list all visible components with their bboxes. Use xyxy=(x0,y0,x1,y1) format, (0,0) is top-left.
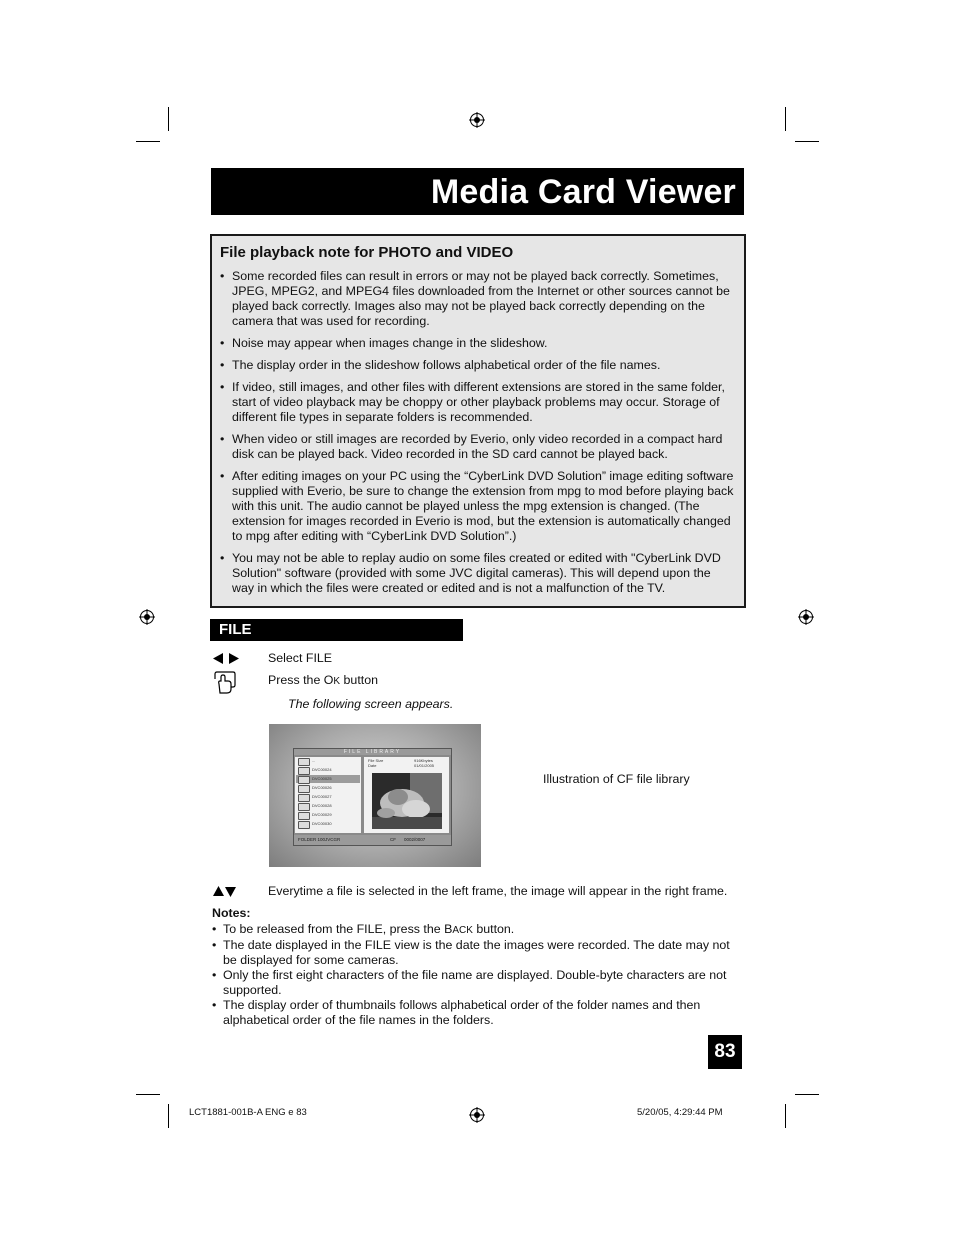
file-section-title: FILE xyxy=(219,621,252,638)
title-bar xyxy=(211,168,744,215)
date-label: Date xyxy=(368,763,377,768)
file-list xyxy=(295,757,361,833)
file-icon xyxy=(298,812,310,820)
file-library-screenshot xyxy=(269,724,481,867)
file-icon xyxy=(298,821,310,829)
file-icon xyxy=(298,776,310,784)
step-press-ok-prefix: Press the O xyxy=(268,673,334,687)
step-press-ok xyxy=(268,673,378,689)
date-value: 01/01/2005 xyxy=(414,763,435,768)
crop-mark xyxy=(136,141,160,142)
file-icon xyxy=(298,785,310,793)
media-type: CF xyxy=(390,837,396,842)
crop-mark xyxy=(168,107,169,131)
page-title: Media Card Viewer xyxy=(430,173,736,211)
crop-mark xyxy=(785,107,786,131)
note-item: • After editing images on your PC using the “CyberLink DVD Solution” image editing software supplied with Everio, be sure to change the extension from mpg to mod before playing back with this unit. The audio cannot be played unless the mpg extension is changed. (The extension for images recorded in Everio is mod, but the extension is automatically changed to mpg after editing with “CyberLink DVD Solution”.) xyxy=(220,469,736,544)
file-library-window xyxy=(293,748,452,846)
crop-mark xyxy=(168,1104,169,1128)
file-counter: 0002/0007 xyxy=(404,837,426,842)
list-item: DVC00026 xyxy=(296,784,360,792)
library-status-bar xyxy=(294,835,451,845)
note-item: • Some recorded files can result in errors or may not be played back correctly. Sometimes, JPEG, MPEG2, and MPEG4 files downloaded from the Internet or other sources cannot be played back correctly. Images also may not be played back correctly depending on the camera that was used for recording. xyxy=(220,269,736,329)
note-item: • The display order in the slideshow follows alphabetical order of the file names. xyxy=(220,358,736,373)
step-press-ok-smallcaps: K xyxy=(333,676,341,687)
up-down-arrows-icon xyxy=(213,886,236,897)
parent-folder-icon xyxy=(298,758,310,766)
folder-name: FOLDER 100JVCGR xyxy=(298,837,341,842)
list-item: DVC00027 xyxy=(296,793,360,801)
notes-heading: Notes: xyxy=(212,906,251,920)
notes-item: • The date displayed in the FILE view is the date the images were recorded. The date may not be displayed for some cameras. xyxy=(212,938,742,968)
crop-mark xyxy=(136,1094,160,1095)
step-note: The following screen appears. xyxy=(288,697,454,711)
notes-item: • Only the first eight characters of the file name are displayed. Double-byte characters are not supported. xyxy=(212,968,742,998)
step-press-ok-suffix: button xyxy=(340,673,378,687)
list-item: DVC00029 xyxy=(296,811,360,819)
list-item-selected: DVC00025 xyxy=(296,775,360,783)
footer-timestamp: 5/20/05, 4:29:44 PM xyxy=(637,1107,723,1118)
list-item: DVC00030 xyxy=(296,820,360,828)
notes-item: • To be released from the FILE, press the BACK button. xyxy=(212,922,742,938)
registration-mark-icon xyxy=(469,1107,485,1123)
file-section-header xyxy=(210,619,463,641)
file-size-label: File Size xyxy=(368,758,384,763)
list-item: DVC00024 xyxy=(296,766,360,774)
file-library-title: FILE LIBRARY xyxy=(294,749,451,755)
notes-item: • The display order of thumbnails follows alphabetical order of the folder names and then alphabetical order of the file names in the folders. xyxy=(212,998,742,1028)
step-select-file: Select FILE xyxy=(268,651,333,665)
note-item: • If video, still images, and other files with different extensions are stored in the same folder, start of video playback may be choppy or other playback problems may occur. Storage of different file types in separate folders is recommended. xyxy=(220,380,736,425)
preview-pane xyxy=(364,757,449,833)
playback-note-box xyxy=(210,234,746,608)
illustration-caption: Illustration of CF file library xyxy=(543,772,690,786)
step-select-description: Everytime a file is selected in the left frame, the image will appear in the right frame. xyxy=(268,884,728,898)
left-right-arrows-icon xyxy=(213,653,239,664)
notes-list xyxy=(212,922,742,1028)
crop-mark xyxy=(795,141,819,142)
photo-preview xyxy=(372,773,442,829)
file-size-value: 916Kbytes xyxy=(414,758,433,763)
note-list xyxy=(220,269,736,603)
registration-mark-icon xyxy=(469,112,485,128)
file-info-labels xyxy=(368,758,383,768)
file-icon xyxy=(298,803,310,811)
note-item: • You may not be able to replay audio on some files created or edited with "CyberLink DVD Solution" software (provided with some JVC digital cameras). This will depend upon the way in which the files were created or edited and is not a malfunction of the TV. xyxy=(220,551,736,596)
crop-mark xyxy=(795,1094,819,1095)
page-number: 83 xyxy=(708,1035,742,1069)
note-item: • When video or still images are recorded by Everio, only video recorded in a compact hard disk can be played back. Video recorded in the SD card cannot be played back. xyxy=(220,432,736,462)
file-icon xyxy=(298,794,310,802)
note-item: • Noise may appear when images change in the slideshow. xyxy=(220,336,736,351)
press-button-hand-icon xyxy=(212,671,238,695)
file-icon xyxy=(298,767,310,775)
note-heading: File playback note for PHOTO and VIDEO xyxy=(220,244,514,261)
list-item: DVC00028 xyxy=(296,802,360,810)
list-item-parent: ... xyxy=(296,757,360,765)
footer-job-id: LCT1881-001B-A ENG e 83 xyxy=(189,1107,307,1118)
file-info-values xyxy=(414,758,434,768)
registration-mark-icon xyxy=(139,609,155,625)
crop-mark xyxy=(785,1104,786,1128)
registration-mark-icon xyxy=(798,609,814,625)
